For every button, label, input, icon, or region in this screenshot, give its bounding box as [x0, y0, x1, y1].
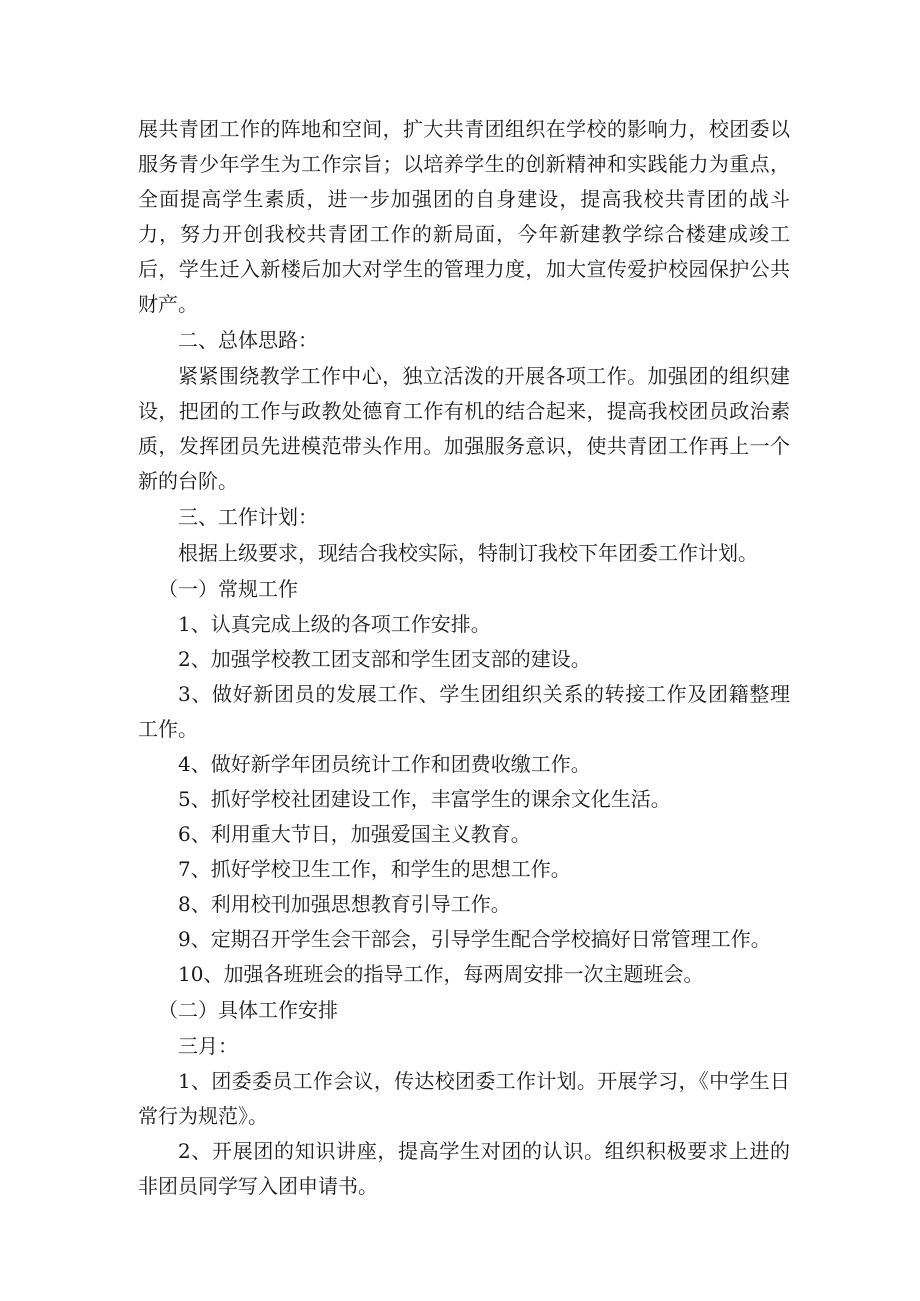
list-item: 9、定期召开学生会干部会，引导学生配合学校搞好日常管理工作。 [178, 927, 771, 951]
march-heading: 三月： [178, 1034, 238, 1058]
list-item: 2、开展团的知识讲座，提高学生对团的认识。组织积极要求上进的非团员同学写入团申请书。 [138, 1139, 790, 1198]
list-item: 7、抓好学校卫生工作，和学生的思想工作。 [178, 857, 571, 881]
list-item: 4、做好新学年团员统计工作和团费收缴工作。 [178, 752, 591, 776]
routine-heading: （一）常规工作 [158, 577, 298, 601]
list-item: 1、认真完成上级的各项工作安排。 [178, 612, 491, 636]
list-item: 10、加强各班班会的指导工作，每两周安排一次主题班会。 [178, 962, 704, 986]
routine-list [138, 607, 790, 992]
section3-heading: 三、工作计划： [178, 505, 318, 529]
list-item: 2、加强学校教工团支部和学生团支部的建设。 [178, 647, 591, 671]
document-body [138, 112, 790, 1204]
list-item: 6、利用重大节日，加强爱国主义教育。 [178, 822, 531, 846]
list-item: 8、利用校刊加强思想教育引导工作。 [178, 892, 511, 916]
march-list [138, 1064, 790, 1204]
section2-heading: 二、总体思路： [178, 328, 318, 352]
list-item: 1、团委委员工作会议，传达校团委工作计划。开展学习，《中学生日常行为规范》。 [138, 1069, 790, 1128]
section2-body: 紧紧围绕教学工作中心，独立活泼的开展各项工作。加强团的组织建设，把团的工作与政教处德育工作有机的结合起来，提高我校团员政治素质，发挥团员先进模范带头作用。加强服务意识，使共青团工作再上一个新的台阶。 [138, 364, 790, 493]
specific-heading: （二）具体工作安排 [158, 998, 338, 1022]
section3-intro: 根据上级要求，现结合我校实际，特制订我校下年团委工作计划。 [178, 541, 758, 565]
list-item: 3、做好新团员的发展工作、学生团组织关系的转接工作及团籍整理工作。 [138, 682, 790, 741]
intro-paragraph: 展共青团工作的阵地和空间，扩大共青团组织在学校的影响力，校团委以服务青少年学生为工作宗旨；以培养学生的创新精神和实践能力为重点，全面提高学生素质，进一步加强团的自身建设，提高我校共青团的战斗力，努力开创我校共青团工作的新局面，今年新建教学综合楼建成竣工后，学生迁入新楼后加大对学生的管理力度，加大宣传爱护校园保护公共财产。 [138, 117, 790, 316]
list-item: 5、抓好学校社团建设工作，丰富学生的课余文化生活。 [178, 787, 671, 811]
